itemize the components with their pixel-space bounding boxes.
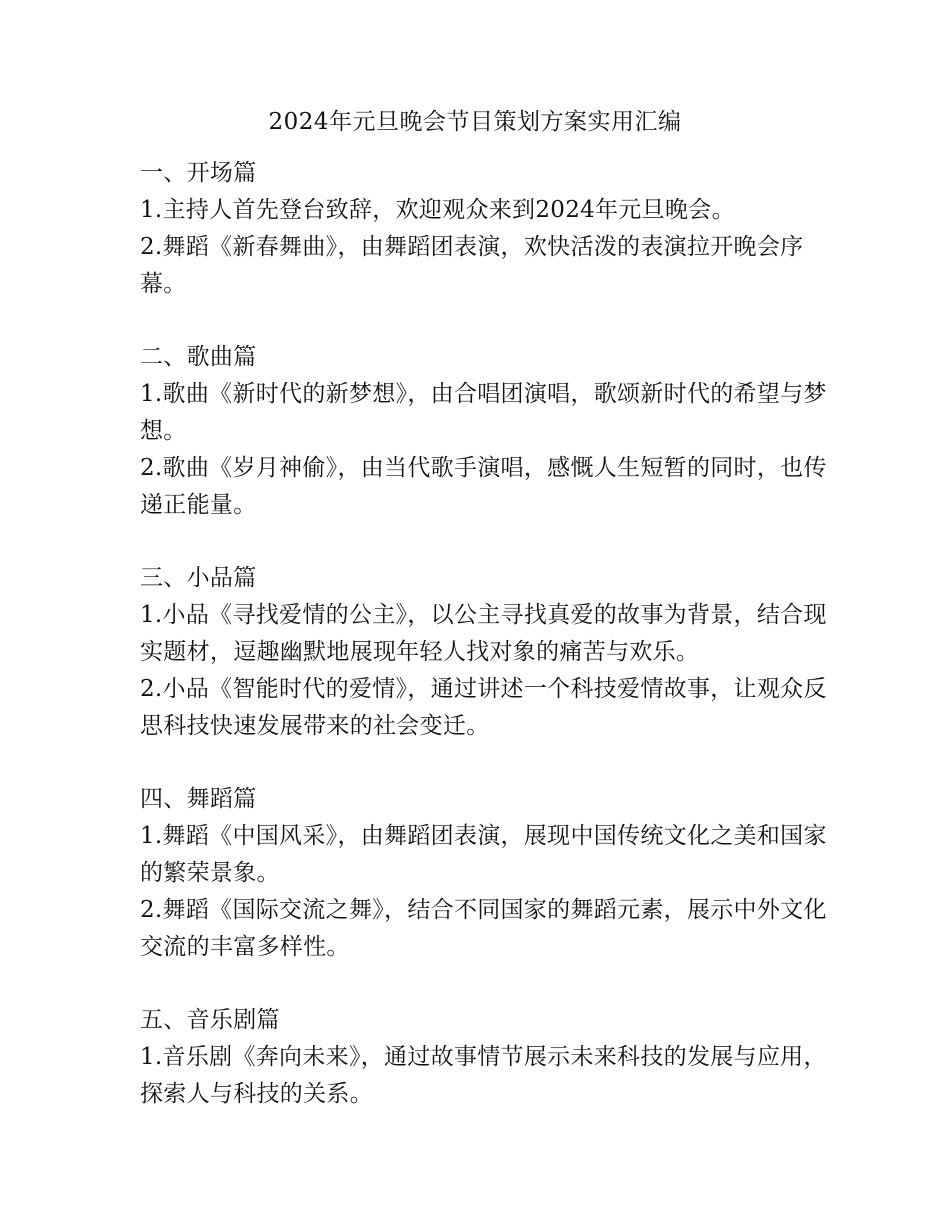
section-heading: 一、开场篇 xyxy=(140,160,257,186)
section-dance xyxy=(140,781,830,966)
section-heading: 四、舞蹈篇 xyxy=(140,786,257,812)
section-sketches xyxy=(140,560,830,745)
document-body xyxy=(140,155,830,1149)
program-item: 2.歌曲《岁月神偷》，由当代歌手演唱，感慨人生短暂的同时，也传递正能量。 xyxy=(140,455,827,518)
program-item: 1.歌曲《新时代的新梦想》，由合唱团演唱，歌颂新时代的希望与梦想。 xyxy=(140,381,827,444)
program-item: 2.舞蹈《新春舞曲》，由舞蹈团表演，欢快活泼的表演拉开晚会序幕。 xyxy=(140,234,804,297)
program-item: 1.小品《寻找爱情的公主》，以公主寻找真爱的故事为背景，结合现实题材，逗趣幽默地展现年轻人找对象的痛苦与欢乐。 xyxy=(140,602,827,665)
section-heading: 五、音乐剧篇 xyxy=(140,1007,280,1033)
section-musical xyxy=(140,1002,830,1113)
program-item: 2.小品《智能时代的爱情》，通过讲述一个科技爱情故事，让观众反思科技快速发展带来的社会变迁。 xyxy=(140,676,827,739)
section-opening xyxy=(140,155,830,303)
section-heading: 二、歌曲篇 xyxy=(140,344,257,370)
document-title: 2024年元旦晚会节目策划方案实用汇编 xyxy=(268,109,682,135)
program-item: 2.舞蹈《国际交流之舞》，结合不同国家的舞蹈元素，展示中外文化交流的丰富多样性。 xyxy=(140,897,827,960)
program-item: 1.舞蹈《中国风采》，由舞蹈团表演，展现中国传统文化之美和国家的繁荣景象。 xyxy=(140,823,827,886)
program-item: 1.音乐剧《奔向未来》，通过故事情节展示未来科技的发展与应用，探索人与科技的关系。 xyxy=(140,1044,827,1107)
section-heading: 三、小品篇 xyxy=(140,565,257,591)
section-songs xyxy=(140,339,830,524)
program-item: 1.主持人首先登台致辞，欢迎观众来到2024年元旦晚会。 xyxy=(140,197,735,223)
